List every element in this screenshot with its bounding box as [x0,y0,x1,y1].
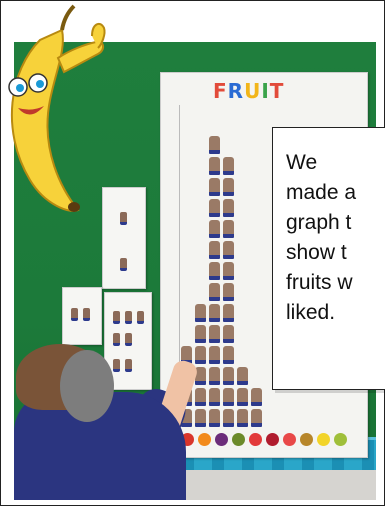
child-photo-cell [209,262,220,280]
child-photo-cell [223,199,234,217]
child-photo-cell [209,283,220,301]
child-photo-mini [71,308,78,321]
child-photo-cell [223,262,234,280]
poster-title-letter: I [261,79,270,103]
child-photo-cell [223,178,234,196]
child-photo-mini [125,311,132,324]
child-photo-cell [209,199,220,217]
child-pointing [14,330,209,500]
child-photo-cell [209,220,220,238]
child-photo-cell [237,388,248,406]
child-photo-cell [223,157,234,175]
child-photo-mini [120,212,127,225]
child-photo-cell [209,157,220,175]
child-photo-cell [223,346,234,364]
child-photo-cell [209,409,220,427]
child-photo-cell [223,388,234,406]
poster-title-letter: F [213,79,228,103]
child-photo-cell [209,367,220,385]
child-photo-cell [223,409,234,427]
child-photo-cell [251,409,262,427]
poster-title [213,79,284,103]
pear-icon [334,433,347,446]
child-photo-mini [113,311,120,324]
child-photo-cell [223,241,234,259]
strawberry-icon [249,433,262,446]
child-photo-cell [209,325,220,343]
child-photo-cell [223,283,234,301]
child-photo-cell [237,367,248,385]
caption-box [272,127,385,390]
child-photo-cell [223,304,234,322]
banana-thumbs-up-clipart [0,0,112,218]
lemon-icon [317,433,330,446]
poster-title-letter: T [269,79,285,103]
child-photo-cell [223,325,234,343]
child-photo-mini [83,308,90,321]
blurred-face [60,350,114,422]
cherry-icon [266,433,279,446]
child-photo-cell [209,388,220,406]
child-photo-cell [209,136,220,154]
child-photo-cell [195,304,206,322]
poster-title-letter: R [227,79,245,103]
grape-icon [215,433,228,446]
pineapple-icon [300,433,313,446]
child-photo-cell [237,409,248,427]
child-photo-cell [209,346,220,364]
child-photo-cell [209,304,220,322]
child-photo-mini [137,311,144,324]
child-photo-cell [223,220,234,238]
child-photo-cell [209,178,220,196]
child-photo-cell [223,367,234,385]
poster-title-letter: U [244,79,262,103]
child-photo-cell [209,241,220,259]
caption-text: We made a graph t show t fruits w liked. [286,151,357,324]
melon-icon [283,433,296,446]
child-photo-mini [120,258,127,271]
child-photo-cell [251,388,262,406]
kiwi-icon [232,433,245,446]
